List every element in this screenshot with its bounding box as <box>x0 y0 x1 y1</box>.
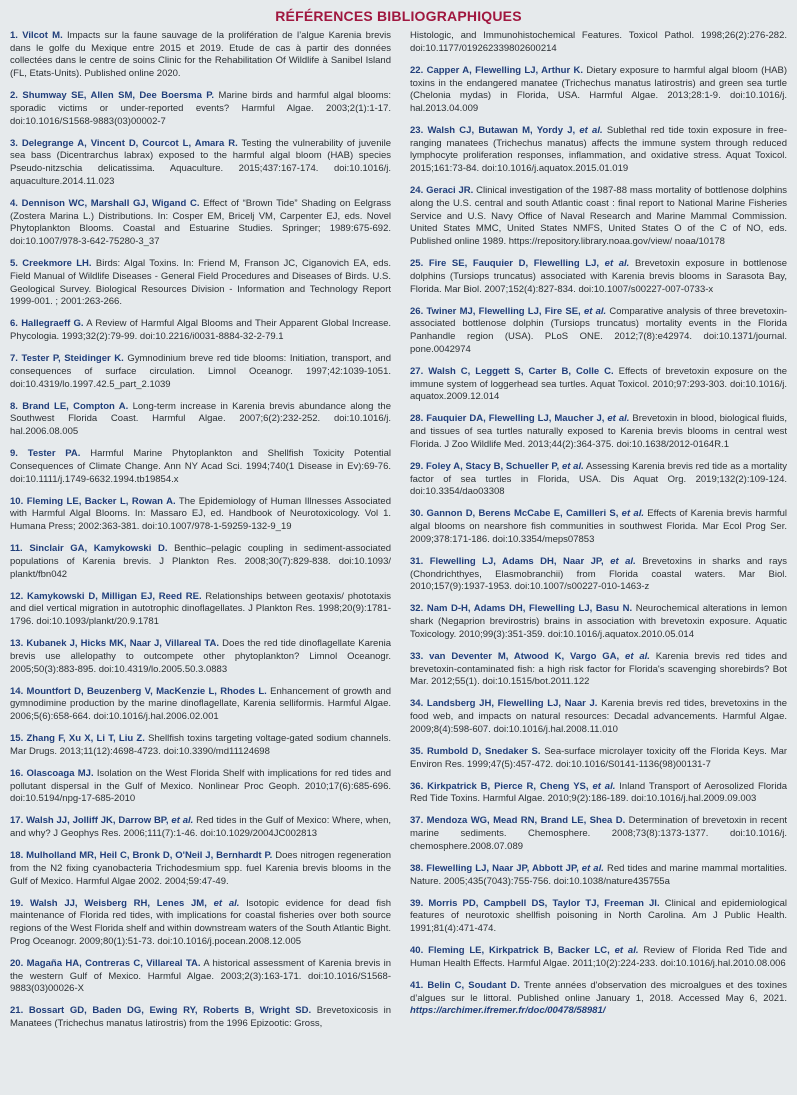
reference-number: 18. <box>10 850 24 862</box>
reference-number: 39. <box>410 897 424 909</box>
reference-etal: et al. <box>592 780 616 792</box>
reference-authors: Belin C, Soudant D. <box>427 980 520 991</box>
reference-text: Brevetoxin in blood, biological fluids, and tissues of sea turtles naturally exposed to Karenia brevis blooms in central west Florida. J Zoo Wildlife Med. 2013;44(2):364-375. doi:10.1638/2012-0164R.1 <box>410 413 788 450</box>
reference-authors: Mendoza WG, Mead RN, Brand LE, Shea D. <box>426 815 626 827</box>
reference-text: Effects of brevetoxin exposure on the immune system of loggerhead sea turtles. Aquat Toxicol. 2010;97:293-303. doi:10.1016/j. aquatox.2009.12.014 <box>410 365 788 403</box>
reference-item <box>10 1005 391 1030</box>
reference-etal: et al. <box>581 862 604 874</box>
reference-text: Impacts sur la faune sauvage de la prolifération de l’algue Karenia brevis dans le golfe du Mexique entre 2015 et 2019. Etude de cas à partir des données collectées dans le centre de soins Clinic for the Rehabilitation Of Wildlife à Sanibel Island (FL, Etats-Units). Published online 2020. <box>10 30 392 80</box>
reference-number: 38. <box>410 862 424 874</box>
reference-number: 12. <box>10 590 24 602</box>
left-column <box>10 30 391 1040</box>
reference-item <box>10 591 391 629</box>
reference-number: 36. <box>410 780 424 792</box>
reference-item <box>10 958 391 996</box>
reference-authors: Kirkpatrick B, Pierce R, Cheng YS, <box>427 780 589 792</box>
reference-authors: Gannon D, Berens McCabe E, Camilleri S, <box>426 508 619 520</box>
reference-item <box>410 125 787 176</box>
reference-text: Sublethal red tide toxin exposure in free-ranging manatees (Trichechus manatus) affects the immune system through reduced lymphocyte proliferation responses, inflammation, and oxidative stress. Aquat Toxicol. 2015;161:73-84. doi:10.1016/j.aquatox.2015.01.019 <box>410 125 787 175</box>
reference-number: 30. <box>410 508 424 520</box>
reference-text: Brevetoxins in sharks and rays (Chondrichthyes, Elasmobranchii) from Florida coastal waters. Mar Biol. 2010;157(9):1937-1953. doi:10.1007/s00227-010-1463-z <box>410 555 788 593</box>
reference-text: Red tides in the Gulf of Mexico: Where, when, and why? J Geophys Res. 2006;111(7):1-46. doi:10.1029/2004JC002813 <box>10 815 391 840</box>
reference-item <box>10 898 391 949</box>
reference-number: 33. <box>410 650 424 662</box>
reference-number: 21. <box>10 1005 24 1017</box>
reference-text: Brevetoxicosis in Manatees (Trichechus manatus latirostris) from the 1996 Epizootic: Gross, <box>10 1005 392 1030</box>
reference-item <box>410 945 787 970</box>
reference-item <box>410 461 787 499</box>
reference-number: 20. <box>10 957 24 969</box>
reference-item <box>10 638 391 676</box>
reference-item <box>410 306 787 357</box>
reference-authors: Vilcot M. <box>22 30 63 41</box>
reference-text: Relationships between geotaxis/ phototaxis and diel vertical migration in autotrophic dinoflagellates. J Plankton Res. 1998;20(9):1781-1796. doi:10.1093/plankt/20.9.1781 <box>10 590 392 628</box>
reference-number: 6. <box>10 318 18 330</box>
reference-text: Determination of brevetoxin in recent marine sediments. Chemosphere. 2008;73(8):1373-1377. doi:10.1016/j. chemosphere.2008.07.089 <box>410 815 788 852</box>
reference-number: 23. <box>410 125 424 136</box>
reference-number: 7. <box>10 353 18 365</box>
reference-text: Inland Transport of Aerosolized Florida Red Tide Toxins. Harmful Algae. 2010;9(2):186-189. doi:10.1016/j.hal.2009.09.003 <box>410 780 788 805</box>
reference-number: 37. <box>410 815 424 827</box>
reference-authors: Geraci JR. <box>426 185 474 197</box>
reference-text: A Review of Harmful Algal Blooms and Their Apparent Global Increase. Phycologia. 1993;32(2):79-99. doi:10.2216/i0031-8884-32-2-79.1 <box>10 318 391 343</box>
reference-authors: Mulholland MR, Heil C, Bronk D, O'Neil J, Bernhardt P. <box>26 850 273 862</box>
reference-authors: Foley A, Stacy B, Schueller P, <box>426 460 560 472</box>
reference-text: Does nitrogen regeneration from the N2 fixing cyanobacteria Trichodesmium spp. fuel Karenia brevis blooms in the Gulf of Mexico. Harmful Algae 2002. 2004;59:47-49. <box>10 850 391 887</box>
reference-text: Effect of “Brown Tide” Shading on Eelgrass (Zostera Marina L.) Distributions. In: Cosper EM, Bricelj VM, Carpenter EJ, eds. Novel Phytoplankton Blooms. Coastal and Estuarine Studies. Springer; 1989:675-692. doi:10.1007/978-3-642-75280-3_37 <box>10 197 392 248</box>
reference-item <box>410 781 787 806</box>
reference-authors: Fire SE, Fauquier D, Flewelling LJ, <box>428 258 600 270</box>
reference-item <box>410 258 787 296</box>
reference-authors: Delegrange A, Vincent D, Courcot L, Amara R. <box>21 137 238 149</box>
reference-number: 29. <box>410 460 424 472</box>
reference-text: Isotopic evidence for dead fish maintenance of Florida red tides, with implications for coastal fisheries over both source regions of the West Florida shelf and within downstream waters of the South Atlantic Bight. Prog Oceanogr. 2009;80(1):51-73. doi:10.1016/j.pocean.2008.12.005 <box>10 897 391 947</box>
reference-number: 1. <box>10 30 18 41</box>
reference-number: 11. <box>10 543 23 555</box>
reference-authors: Landsberg JH, Flewelling LJ, Naar J. <box>426 698 598 710</box>
reference-text: Karenia brevis red tides, brevetoxins in the food web, and impacts on natural resources: Decadal advancements. Harmful Algae. 2009;8(4):598-607. doi:10.1016/j.hal.2008.11.010 <box>410 698 788 735</box>
reference-item <box>10 815 391 840</box>
reference-etal: et al. <box>579 125 603 136</box>
reference-authors: Nam D-H, Adams DH, Flewelling LJ, Basu N. <box>426 603 633 615</box>
reference-item <box>10 353 391 391</box>
reference-item <box>10 30 391 81</box>
reference-authors: Mountfort D, Beuzenberg V, MacKenzie L, Rhodes L. <box>26 685 267 697</box>
reference-etal: et al. <box>625 650 650 662</box>
reference-number: 8. <box>10 400 18 412</box>
reference-text: Clinical investigation of the 1987-88 mass mortality of bottlenose dolphins along the U.S. central and south Atlantic coast : final report to National Marine Fisheries Service and U.S. Navy Office of Naval Research and Marine Mammal Commission. United States MMC, United States NMFS, United States O of the C of NO, eds. Published online 1989. https://repository.library.noaa.gov/view/ noaa/10178 <box>410 185 788 248</box>
reference-authors: van Deventer M, Atwood K, Vargo GA, <box>429 650 620 662</box>
reference-item <box>410 651 787 689</box>
reference-number: 19. <box>10 897 24 909</box>
reference-item <box>410 746 787 771</box>
reference-number: 3. <box>10 137 18 149</box>
reference-text: Trente années d'observation des microalgues et des toxines d’algues sur le littoral. Published online January 1, 2018. Accessed May 6, 2021. <box>410 980 788 1004</box>
reference-text: Isolation on the West Florida Shelf with implications for red tides and pollutant dispersal in the Gulf of Mexico. Nonlinear Proc Geoph. 2010;17(6):685-696. doi:10.5194/npg-17-685-2010 <box>10 767 392 805</box>
reference-number: 14. <box>10 685 24 697</box>
reference-link[interactable]: https://archimer.ifremer.fr/doc/00478/58981/ <box>410 1005 606 1017</box>
reference-item <box>10 198 391 249</box>
reference-authors: Rumbold D, Snedaker S. <box>426 745 541 757</box>
reference-text: The Epidemiology of Human Illnesses Associated with Harmful Algal Blooms. In: Massaro EJ, ed. Handbook of Neurotoxicology. Vol 1. Humana Press; 2002:363-381. doi:10.1007/978-1-59259-132-9_19 <box>10 495 392 533</box>
reference-number: 34. <box>410 698 424 710</box>
reference-authors: Sinclair GA, Kamykowski D. <box>29 543 168 555</box>
reference-number: 4. <box>10 197 18 209</box>
reference-authors: Creekmore LH. <box>22 258 92 270</box>
reference-number: 13. <box>10 638 24 650</box>
reference-item <box>10 318 391 343</box>
reference-etal: et al. <box>621 508 644 520</box>
reference-authors: Capper A, Flewelling LJ, Arthur K. <box>426 64 584 76</box>
reference-number: 5. <box>10 258 18 270</box>
reference-item <box>410 980 787 1018</box>
reference-authors: Kamykowski D, Milligan EJ, Reed RE. <box>27 590 202 602</box>
reference-number: 28. <box>410 413 424 425</box>
reference-number: 9. <box>10 448 18 460</box>
references-columns <box>10 30 787 1040</box>
reference-item <box>10 543 391 581</box>
reference-item <box>410 556 787 594</box>
reference-authors: Fauquier DA, Flewelling LJ, Maucher J, <box>426 413 605 425</box>
reference-item <box>410 508 787 546</box>
reference-authors: Magaña HA, Contreras C, Villareal TA. <box>26 957 201 969</box>
reference-text: Comparative analysis of three brevetoxin-associated bottlenose dolphin (Tursiops truncatus) mortality events in the Florida Panhandle region (USA). PLoS ONE. 2012;7(8):e42974. doi:10.1371/journal. pone.0042974 <box>410 305 788 355</box>
reference-item <box>10 496 391 534</box>
reference-item <box>410 698 787 736</box>
reference-text: Sea-surface microlayer toxicity off the Florida Keys. Mar Environ Res. 1999;47(5):457-472. doi:10.1016/S0141-1136(98)00131-7 <box>410 745 788 770</box>
reference-text: A historical assessment of Karenia brevis in the western Gulf of Mexico. Harmful Algae. 2003;2(3):163-171. doi:10.1016/S1568-9883(03)00026-X <box>10 957 392 995</box>
reference-text: Effects of Karenia brevis harmful algal blooms on nearshore fish communities in southwest Florida. Mar Ecol Prog Ser. 2009;378:171-186. doi:10.3354/meps07853 <box>410 508 787 545</box>
reference-text: Long-term increase in Karenia brevis abundance along the Southwest Florida Coast. Harmful Algae. 2007;6(2):232-252. doi:10.1016/j. hal.2006.08.005 <box>10 400 391 438</box>
reference-authors: Flewelling LJ, Naar JP, Abbott JP, <box>426 862 579 874</box>
reference-number: 25. <box>410 258 424 270</box>
reference-number: 41. <box>410 980 424 991</box>
reference-etal: et al. <box>171 815 194 827</box>
reference-number: 10. <box>10 495 24 507</box>
reference-authors: Bossart GD, Baden DG, Ewing RY, Roberts B, Wright SD. <box>28 1005 312 1017</box>
reference-etal: et al. <box>607 413 630 425</box>
reference-item <box>10 768 391 806</box>
reference-etal: et al. <box>583 305 607 317</box>
reference-text: Review of Florida Red Tide and Human Health Effects. Harmful Algae. 2011;10(2):224-233. doi:10.1016/j.hal.2010.08.006 <box>410 945 788 969</box>
reference-authors: Kubanek J, Hicks MK, Naar J, Villareal TA. <box>26 638 220 650</box>
reference-authors: Walsh CJ, Butawan M, Yordy J, <box>427 125 576 136</box>
reference-etal: et al. <box>604 258 630 270</box>
reference-number: 17. <box>10 815 24 827</box>
reference-item <box>410 603 787 641</box>
reference-item <box>10 850 391 888</box>
reference-number: 2. <box>10 90 18 102</box>
reference-number: 27. <box>410 365 424 377</box>
reference-number: 31. <box>410 555 424 567</box>
reference-item <box>10 733 391 758</box>
reference-authors: Olascoaga MJ. <box>26 767 94 779</box>
reference-authors: Twiner MJ, Flewelling LJ, Fire SE, <box>426 305 581 317</box>
reference-text: Enhancement of growth and gymnodimine production by the marine dinoflagellate, Karenia selliformis. Harmful Algae. 2006;5(6):658-664. doi:10.1016/j.hal.2006.02.001 <box>10 685 391 723</box>
reference-item <box>10 401 391 439</box>
reference-item <box>410 366 787 404</box>
reference-authors: Zhang F, Xu X, Li T, Liu Z. <box>26 733 145 745</box>
page-title: RÉFÉRENCES BIBLIOGRAPHIQUES <box>275 8 522 24</box>
reference-item <box>410 898 787 936</box>
reference-authors: Fleming LE, Backer L, Rowan A. <box>26 495 176 507</box>
reference-item <box>410 863 787 888</box>
reference-authors: Tester PA. <box>27 448 81 460</box>
reference-authors: Walsh C, Leggett S, Carter B, Colle C. <box>428 365 614 377</box>
reference-item <box>10 258 391 309</box>
reference-number: 15. <box>10 733 24 745</box>
reference-etal: et al. <box>561 460 584 472</box>
reference-number: 40. <box>410 945 424 957</box>
reference-authors: Tester P, Steidinger K. <box>21 353 124 365</box>
reference-item <box>410 413 787 451</box>
reference-number: 24. <box>410 185 424 197</box>
reference-text: Assessing Karenia brevis red tide as a mortality factor of sea turtles in Florida, USA. Dis Aquat Org. 2019;132(2):109-124. doi:10.3354/dao03308 <box>410 460 788 498</box>
reference-item <box>10 448 391 486</box>
reference-item <box>10 90 391 128</box>
reference-authors: Hallegraeff G. <box>21 318 84 330</box>
reference-continuation: Histologic, and Immunohistochemical Features. Toxicol Pathol. 1998;26(2):276-282. doi:10.1177/019262339802600214 <box>410 30 787 54</box>
reference-number: 22. <box>410 64 424 76</box>
reference-text: Benthic–pelagic coupling in sediment-associated populations of Karenia brevis. J Plankton Res. 2008;30(7):829-838. doi:10.1093/ plankt/fbn042 <box>10 543 392 580</box>
reference-item <box>10 686 391 724</box>
reference-authors: Brand LE, Compton A. <box>22 400 129 412</box>
reference-item <box>410 65 787 116</box>
reference-number: 32. <box>410 603 424 615</box>
reference-text: Brevetoxin exposure in bottlenose dolphins (Tursiops truncatus) associated with Karenia brevis blooms in Sarasota Bay, Florida. Mar Biol. 2007;152(4):827-834. doi:10.1007/s00227-007-0733-x <box>410 258 788 295</box>
reference-number: 26. <box>410 305 424 317</box>
reference-authors: Flewelling LJ, Adams DH, Naar JP, <box>429 555 604 567</box>
reference-authors: Dennison WC, Marshall GJ, Wigand C. <box>21 197 200 209</box>
reference-text: Dietary exposure to harmful algal bloom (HAB) toxins in the endangered manatee (Trichechus manatus latirostris) and green sea turtle (Chelonia mydas) in Florida, USA. Harmful Algae. 2013;28:1-9. doi:10.1016/j. hal.2013.04.009 <box>410 64 788 114</box>
reference-authors: Shumway SE, Allen SM, Dee Boersma P. <box>22 90 215 102</box>
reference-item <box>410 185 787 249</box>
reference-text: Red tides and marine mammal mortalities. Nature. 2005;435(7043):755-756. doi:10.1038/nature435755a <box>410 862 788 887</box>
reference-item <box>410 815 787 853</box>
reference-authors: Fleming LE, Kirkpatrick B, Backer LC, <box>428 945 610 957</box>
reference-text: Clinical and epidemiological features of neurotoxic shellfish poisoning in North Carolina. Am J Public Health. 1991;81(4):471-474. <box>410 897 788 935</box>
reference-text: Neurochemical alterations in lemon shark (Negaprion brevirostris) brains in association with brevetoxin exposure. Aquatic Toxicology. 2010;99(3):351-359. doi:10.1016/j.aquatox.2010.05.014 <box>410 603 788 640</box>
reference-item <box>10 138 391 189</box>
reference-number: 35. <box>410 745 424 757</box>
right-column <box>410 30 787 1040</box>
reference-text: Karenia brevis red tides and brevetoxin-contaminated fish: a high risk factor for Florida's scavenging shorebirds? Bot Mar. 2012;55(1). doi:10.1515/bot.2011.122 <box>410 650 788 688</box>
reference-text: Gymnodinium breve red tide blooms: Initiation, transport, and consequences of surface circulation. Limnol Oceanogr. 1997;42:1039-1051. doi:10.4319/lo.1997.42.5_part_2.1039 <box>10 353 392 390</box>
reference-text: Marine birds and harmful algal blooms: sporadic victims or under-reported events? Harmful Algae. 2003;2(1):1-17. doi:10.1016/S1568-9883(03)00002-7 <box>10 90 392 127</box>
reference-text: Birds: Algal Toxins. In: Friend M, Franson JC, Ciganovich EA, eds. Field Manual of Wildlife Diseases - General Field Procedures and Diseases of Birds. U.S. Geological Survey. Biological Resources Division - Information and Technology Report 1999-001. ; 2001:263-266. <box>10 258 391 308</box>
reference-text: Testing the vulnerability of juvenile sea bass (Dicentrarchus labrax) exposed to the harmful algal bloom (HAB) species Pseudo-nitzschia delicatissima. Aquaculture. 2015;437:167-174. doi:10.1016/j. aquaculture.2014.11.023 <box>10 137 392 187</box>
reference-text: Does the red tide dinoflagellate Karenia brevis use allelopathy to outcompete other phytoplankton? Limnol Oceanogr. 2005;50(3):883-895. doi:10.4319/lo.2005.50.3.0883 <box>10 638 392 675</box>
reference-text: Shellfish toxins targeting voltage-gated sodium channels. Mar Drugs. 2013;11(12):4698-4723. doi:10.3390/md11124698 <box>10 733 391 757</box>
reference-etal: et al. <box>610 555 636 567</box>
reference-number: 16. <box>10 767 24 779</box>
reference-text: Harmful Marine Phytoplankton and Shellfish Toxicity Potential Consequences of Climate Change. Ann NY Acad Sci. 1994;740(1 Disease in Ev):69-76. doi:10.1111/j.1749-6632.1994.tb19854.x <box>10 448 392 485</box>
reference-authors: Walsh JJ, Jolliff JK, Darrow BP, <box>26 815 169 827</box>
reference-etal: et al. <box>213 897 240 909</box>
reference-authors: Morris PD, Campbell DS, Taylor TJ, Freeman JI. <box>428 897 660 909</box>
reference-etal: et al. <box>614 945 639 957</box>
reference-authors: Walsh JJ, Weisberg RH, Lenes JM, <box>29 897 207 909</box>
